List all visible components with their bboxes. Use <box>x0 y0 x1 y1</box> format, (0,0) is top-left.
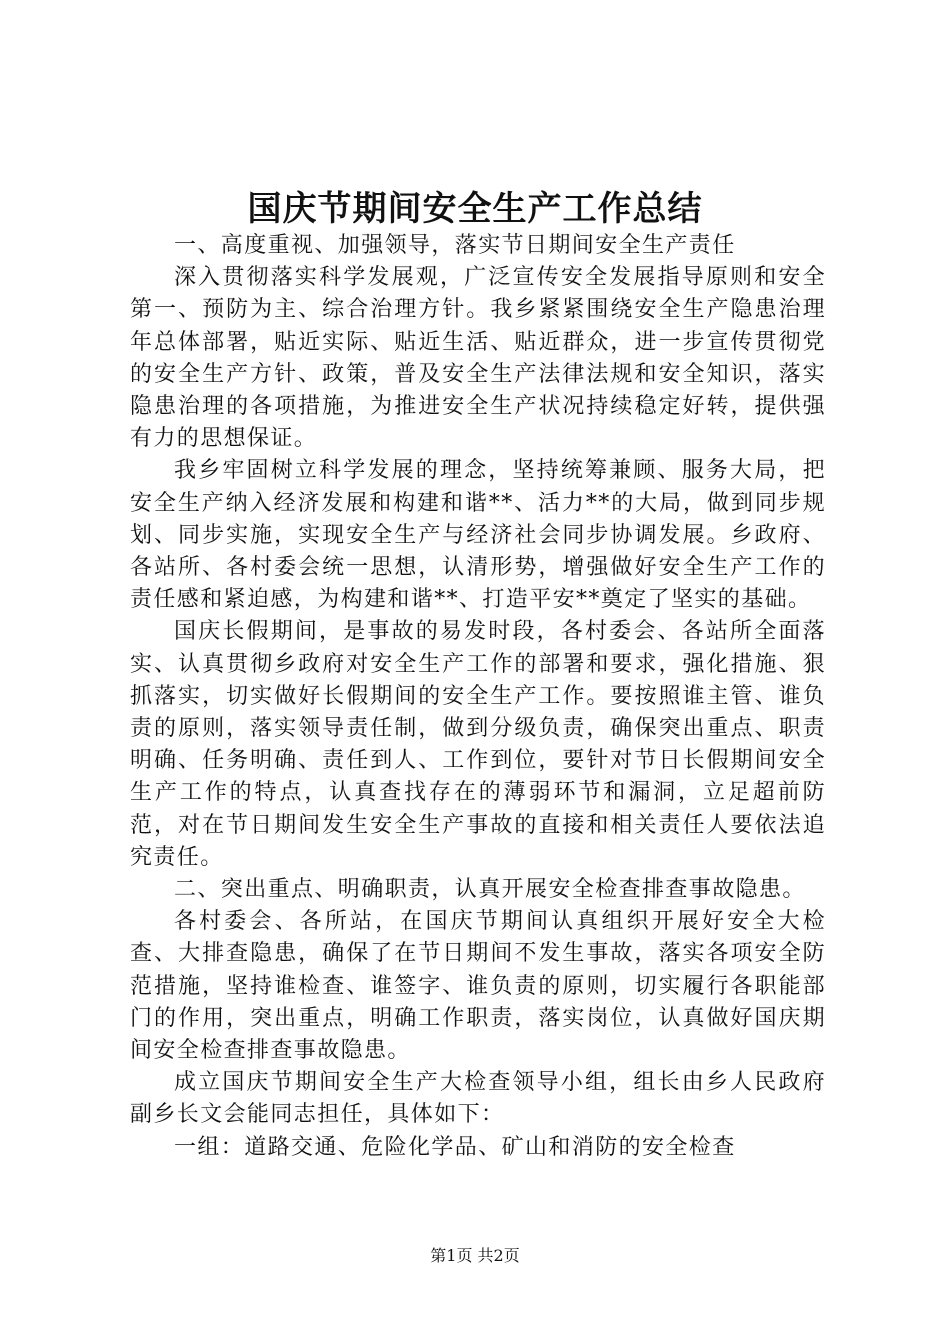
document-body <box>130 230 826 1164</box>
section-heading-1: 一、高度重视、加强领导，落实节日期间安全生产责任 <box>174 233 736 258</box>
document-title: 国庆节期间安全生产工作总结 <box>247 189 703 229</box>
body-paragraph: 成立国庆节期间安全生产大检查领导小组，组长由乡人民政府副乡长文会能同志担任，具体如下： <box>130 1070 826 1128</box>
section-heading-2: 二、突出重点、明确职责，认真开展安全检查排查事故隐患。 <box>174 877 806 903</box>
page-footer: 第1页 共2页 <box>430 1246 520 1265</box>
body-paragraph: 国庆长假期间，是事故的易发时段，各村委会、各站所全面落实、认真贯彻乡政府对安全生产工作的部署和要求，强化措施、狠抓落实，切实做好长假期间的安全生产工作。要按照谁主管、谁负责的原则，落实领导责任制，做到分级负责，确保突出重点、职责明确、任务明确、责任到人、工作到位，要针对节日长假期间安全生产工作的特点，认真查找存在的薄弱环节和漏洞，立足超前防范，对在节日期间发生安全生产事故的直接和相关责任人要依法追究责任。 <box>130 619 826 870</box>
body-paragraph: 我乡牢固树立科学发展的理念，坚持统筹兼顾、服务大局，把安全生产纳入经济发展和构建和谐**、活力**的大局，做到同步规划、同步实施，实现安全生产与经济社会同步协调发展。乡政府、各站所、各村委会统一思想，认清形势，增强做好安全生产工作的责任感和紧迫感，为构建和谐**、打造平安**奠定了坚实的基础。 <box>130 458 826 613</box>
body-paragraph: 深入贯彻落实科学发展观，广泛宣传安全发展指导原则和安全第一、预防为主、综合治理方针。我乡紧紧围绕安全生产隐患治理年总体部署，贴近实际、贴近生活、贴近群众，进一步宣传贯彻党的安全生产方针、政策，普及安全生产法律法规和安全知识，落实隐患治理的各项措施，为推进安全生产状况持续稳定好转，提供强有力的思想保证。 <box>130 265 826 452</box>
body-paragraph: 一组：道路交通、危险化学品、矿山和消防的安全检查 <box>174 1134 736 1160</box>
body-paragraph: 各村委会、各所站，在国庆节期间认真组织开展好安全大检查、大排查隐患，确保了在节日期间不发生事故，落实各项安全防范措施，坚持谁检查、谁签字、谁负责的原则，切实履行各职能部门的作用，突出重点，明确工作职责，落实岗位，认真做好国庆期间安全检查排查事故隐患。 <box>130 909 826 1064</box>
